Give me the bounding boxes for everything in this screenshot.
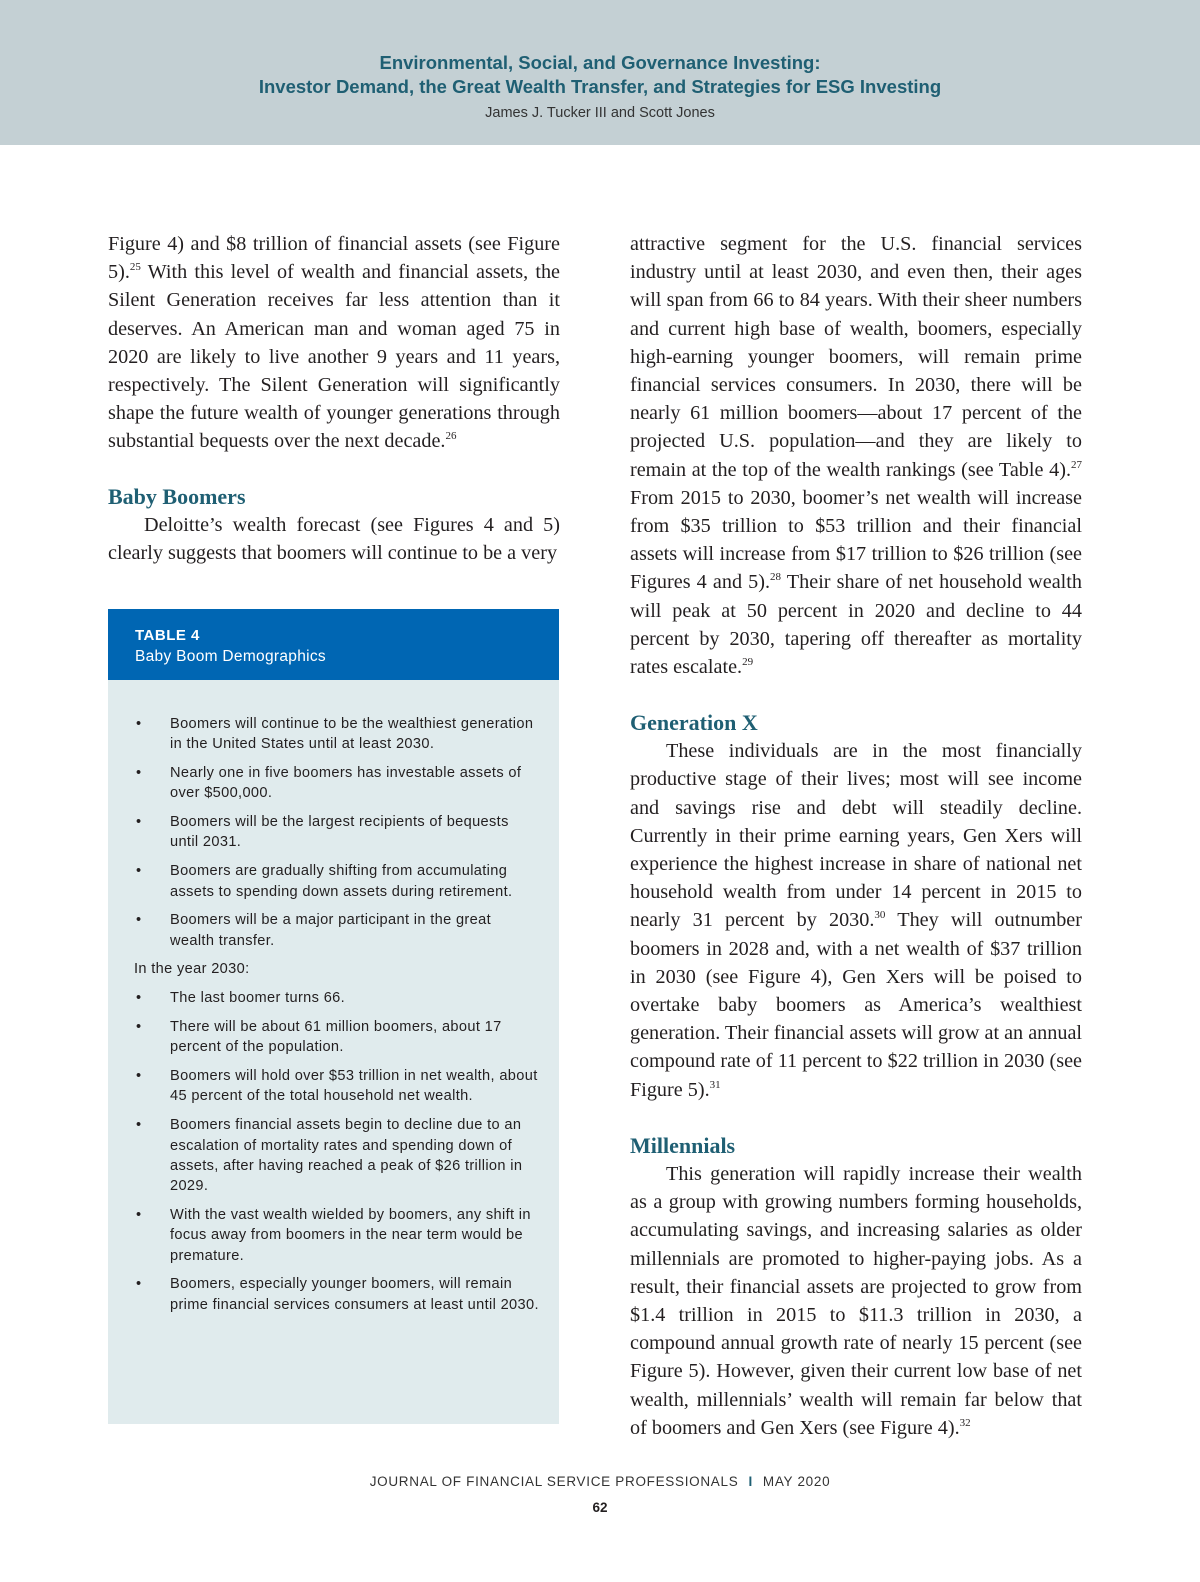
bullet-text: Boomers will hold over $53 trillion in net wealth, about 45 percent of the total household net wealth. bbox=[170, 1068, 538, 1105]
bullet-text: Boomers are gradually shifting from accumulating assets to spending down assets during retirement. bbox=[170, 863, 513, 900]
section-heading-baby-boomers: Baby Boomers bbox=[108, 483, 246, 509]
right-paragraph-1: attractive segment for the U.S. financial services industry until at least 2030, and even then, their ages will span from 66 to 84 years. With their sheer numbers and current high base of wealth, boomers, especially high-earning younger boomers, will remain prime financial services consumers. In 2030, there will be nearly 61 million boomers—about 17 percent of the projected U.S. population—and they are likely to remain at the top of the wealth rankings (see Table 4).$^{27}$ From 2015 to 2030, boomer’s net wealth will increase from $35 trillion to $53 trillion and their financial assets will increase from $17 trillion to $26 trillion (see Figures 4 and 5).$^{28}$ Their share of net household wealth will peak at 50 percent in 2020 and decline to 44 percent by 2030, tapering off thereafter as mortality rates escalate.$^{29}$ bbox=[630, 233, 1082, 679]
footnote-ref: 27 bbox=[1071, 458, 1082, 471]
table-4-body bbox=[108, 680, 559, 1315]
running-header bbox=[0, 0, 1200, 145]
footer-separator: I bbox=[748, 1474, 753, 1489]
bullet-text: Nearly one in five boomers has investable assets of over $500,000. bbox=[170, 765, 522, 802]
table-bullet-item bbox=[134, 861, 539, 902]
right-paragraph-3: This generation will rapidly increase their wealth as a group with growing numbers forming households, accumulating savings, and increasing salaries as older millennials are promoted to higher-paying jobs. As a result, their financial assets are projected to grow from $1.4 trillion in 2015 to $11.3 trillion in 2030, a compound annual growth rate of nearly 15 percent (see Figure 5). However, given their current low base of net wealth, millennials’ wealth will remain far below that of boomers and Gen Xers (see Figure 4).$^{32}$ bbox=[630, 1162, 1082, 1439]
article-authors: James J. Tucker III and Scott Jones bbox=[485, 105, 715, 121]
table-4-box bbox=[108, 609, 559, 1424]
bullet-text: Boomers financial assets begin to decline due to an escalation of mortality rates and spending down of assets, after having reached a peak of $26 trillion in 2029. bbox=[170, 1117, 523, 1195]
bullet-icon: • bbox=[136, 1276, 142, 1293]
bullet-text: There will be about 61 million boomers, about 17 percent of the population. bbox=[170, 1019, 502, 1056]
page-number: 62 bbox=[592, 1500, 608, 1515]
issue-date: MAY 2020 bbox=[762, 1474, 831, 1489]
section-heading-generation-x: Generation X bbox=[630, 710, 758, 736]
footnote-ref: 30 bbox=[874, 909, 886, 922]
table-subhead: In the year 2030: bbox=[134, 961, 250, 978]
bullet-icon: • bbox=[136, 716, 142, 732]
bullet-text: Boomers will be the largest recipients of bequests until 2031. bbox=[170, 814, 509, 851]
footnote-ref: 31 bbox=[709, 1078, 721, 1091]
right-paragraph-2: These individuals are in the most financially productive stage of their lives; most will see income and savings rise and debt will steadily decline. Currently in their prime earning years, Gen Xers will experience the highest increase in share of national net household wealth from under 14 percent in 2015 to nearly 31 percent by 2030.30 They will outnumber boomers in 2028 and, with a net wealth of $37 trillion in 2030 (see Figure 4), Gen Xers will be poised to overtake baby boomers as America’s wealthiest generation. Their financial assets will grow at an annual compound rate of 11 percent to $22 trillion in 2030 (see Figure 5).$^{31}$ bbox=[630, 740, 1083, 1101]
bullet-icon: • bbox=[136, 765, 142, 782]
table-bullet-list-2030 bbox=[134, 988, 539, 1315]
table-bullet-item bbox=[134, 1274, 539, 1315]
table-title: Baby Boom Demographics bbox=[135, 648, 326, 665]
table-bullet-item bbox=[134, 910, 539, 951]
left-paragraph-1: Figure 4) and $8 trillion of financial assets (see Figure 5).$^{25}$ With this level of wealth and financial assets, the Silent Generation receives far less attention than it deserves. An American man and woman aged 75 in 2020 are likely to live another 9 years and 11 years, respectively. The Silent Generation will significantly shape the future wealth of younger generations through substantial bequests over the next decade.$^{26}$ bbox=[108, 233, 560, 453]
page-footer bbox=[0, 1474, 1200, 1489]
table-bullet-list bbox=[134, 714, 539, 951]
journal-name: JOURNAL OF FINANCIAL SERVICE PROFESSIONALS bbox=[369, 1474, 739, 1489]
bullet-icon: • bbox=[136, 990, 142, 1007]
table-4-header bbox=[108, 609, 559, 680]
table-bullet-item bbox=[134, 1205, 539, 1266]
table-bullet-item bbox=[134, 1017, 539, 1058]
bullet-text: Boomers, especially younger boomers, will remain prime financial services consumers at least until 2030. bbox=[170, 1276, 539, 1313]
bullet-text: Boomers will be a major participant in the great wealth transfer. bbox=[170, 912, 491, 949]
table-bullet-item bbox=[134, 1115, 539, 1196]
left-column bbox=[108, 230, 560, 567]
article-title-line-2: Investor Demand, the Great Wealth Transfer, and Strategies for ESG Investing bbox=[258, 76, 942, 97]
bullet-text: Boomers will continue to be the wealthiest generation in the United States until at least 2030. bbox=[170, 716, 534, 753]
bullet-icon: • bbox=[136, 863, 142, 880]
footnote-ref: 29 bbox=[742, 656, 754, 669]
table-bullet-item bbox=[134, 1066, 539, 1107]
table-bullet-item bbox=[134, 714, 539, 755]
left-paragraph-2: Deloitte’s wealth forecast (see Figures 4 and 5) clearly suggests that boomers will continue to be a very bbox=[108, 513, 560, 564]
bullet-icon: • bbox=[136, 814, 142, 831]
table-bullet-item bbox=[134, 988, 539, 1008]
bullet-icon: • bbox=[136, 1206, 142, 1223]
bullet-icon: • bbox=[136, 1117, 142, 1134]
table-bullet-item bbox=[134, 763, 539, 804]
table-label: TABLE 4 bbox=[135, 627, 200, 644]
bullet-icon: • bbox=[136, 1019, 142, 1036]
bullet-text: With the vast wealth wielded by boomers, any shift in focus away from boomers in the near term would be premature. bbox=[170, 1206, 531, 1264]
footnote-ref: 26 bbox=[445, 430, 457, 443]
article-title-line-1: Environmental, Social, and Governance Investing: bbox=[379, 52, 821, 73]
footnote-ref: 28 bbox=[770, 571, 782, 584]
footnote-ref: 25 bbox=[129, 261, 141, 274]
bullet-icon: • bbox=[136, 1068, 142, 1085]
footnote-ref: 32 bbox=[959, 1416, 971, 1429]
section-heading-millennials: Millennials bbox=[630, 1132, 736, 1158]
right-column bbox=[630, 230, 1082, 1442]
bullet-icon: • bbox=[136, 912, 142, 929]
table-bullet-item bbox=[134, 812, 539, 853]
bullet-text: The last boomer turns 66. bbox=[170, 990, 346, 1007]
